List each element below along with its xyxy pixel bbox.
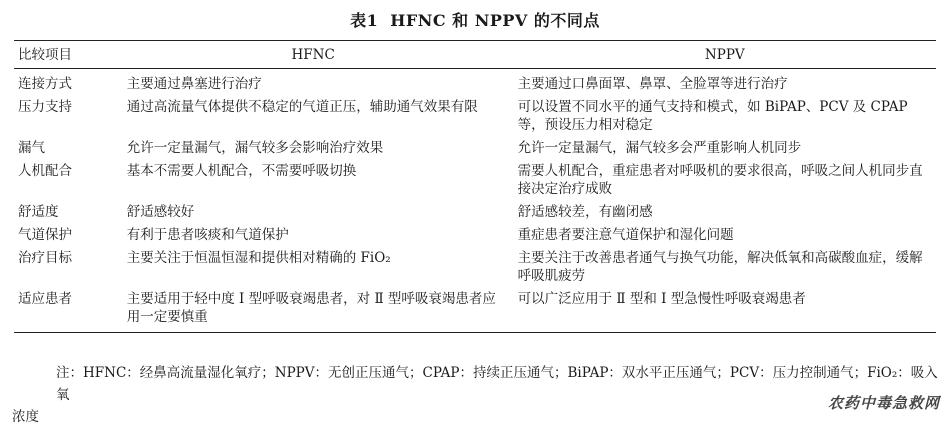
footnote-line-1: 注：HFNC：经鼻高流量湿化氧疗；NPPV：无创正压通气；CPAP：持续正压通气；BiPAP：双水平正压通气；PCV：压力控制通气；FiO₂：吸入氧 (56, 365, 938, 403)
row-nppv: 可以广泛应用于 Ⅱ 型和 Ⅰ 型急慢性呼吸衰竭患者 (504, 288, 936, 333)
table-footnote (12, 362, 938, 428)
table-row (14, 288, 936, 333)
header-item: 比较项目 (14, 41, 117, 69)
row-hfnc: 主要通过鼻塞进行治疗 (126, 76, 262, 92)
comparison-table (14, 40, 936, 333)
table-caption: HFNC 和 NPPV 的不同点 (390, 11, 600, 30)
row-hfnc: 有利于患者咳痰和气道保护 (126, 227, 289, 243)
row-item: 舒适度 (18, 204, 59, 220)
row-nppv: 可以设置不同水平的通气支持和模式，如 BiPAP、PCV 及 CPAP 等，预设压力相对稳定 (517, 99, 908, 133)
row-hfnc: 允许一定量漏气，漏气较多会影响治疗效果 (126, 140, 384, 156)
row-nppv: 主要通过口鼻面罩、鼻罩、全脸罩等进行治疗 (517, 76, 788, 92)
row-item: 压力支持 (18, 99, 72, 115)
table-number: 表1 (350, 11, 379, 30)
row-hfnc: 通过高流量气体提供不稳定的气道正压，辅助通气效果有限 (126, 99, 478, 115)
row-nppv: 需要人机配合，重症患者对呼吸机的要求很高，呼吸之间人机同步直接决定治疗成败 (517, 163, 923, 197)
row-hfnc: 舒适感较好 (126, 204, 195, 220)
table-row (14, 137, 936, 160)
table-row (14, 201, 936, 224)
row-hfnc: 主要关注于恒温恒湿和提供相对精确的 FiO₂ (126, 250, 391, 266)
row-nppv: 允许一定量漏气，漏气较多会严重影响人机同步 (517, 140, 802, 156)
row-item: 人机配合 (18, 163, 72, 179)
row-item: 漏气 (18, 140, 45, 156)
table-row (14, 224, 936, 247)
row-item: 气道保护 (18, 227, 72, 243)
row-nppv: 重症患者要注意气道保护和湿化问题 (517, 227, 734, 243)
row-hfnc: 主要适用于轻中度 Ⅰ 型呼吸衰竭患者，对 Ⅱ 型呼吸衰竭患者应用一定要慎重 (117, 288, 504, 333)
site-watermark: 农药中毒急救网 (827, 394, 940, 412)
row-item: 适应患者 (14, 288, 117, 333)
header-hfnc: HFNC (117, 41, 504, 69)
table-row (14, 69, 936, 97)
row-hfnc: 基本不需要人机配合，不需要呼吸切换 (126, 163, 357, 179)
table-title (0, 8, 950, 31)
row-item: 治疗目标 (18, 250, 72, 266)
table-header-row (14, 41, 936, 69)
table-row (14, 247, 936, 288)
row-nppv: 主要关注于改善患者通气与换气功能，解决低氧和高碳酸血症，缓解呼吸肌疲劳 (517, 250, 923, 284)
header-nppv: NPPV (504, 41, 936, 69)
table-row (14, 96, 936, 137)
row-item: 连接方式 (18, 76, 72, 92)
table-row (14, 160, 936, 201)
row-nppv: 舒适感较差，有幽闭感 (517, 204, 653, 220)
footnote-line-2: 浓度 (12, 409, 39, 425)
